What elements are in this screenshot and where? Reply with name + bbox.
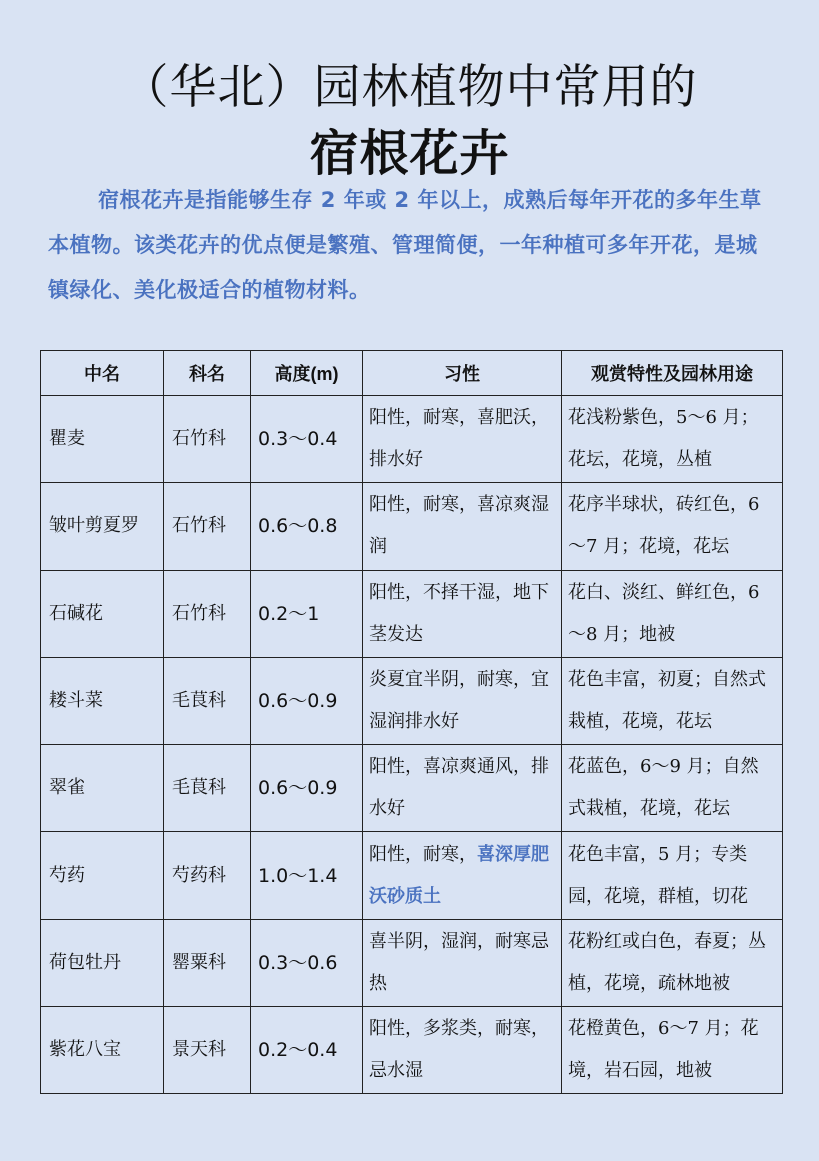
habit-text: 阳性，耐寒， [369,843,477,865]
table-row [41,919,783,1006]
cell-use: 花浅粉紫色，5～6 月；花坛，花境，丛植 [562,396,783,483]
cell-family: 石竹科 [164,483,251,570]
habit-text: 阳性，不择干湿，地下茎发达 [369,581,549,645]
cell-habit [363,570,562,657]
habit-text: 喜半阴，湿润，耐寒忌热 [369,930,549,994]
habit-text: 炎夏宜半阴，耐寒，宜湿润排水好 [369,669,549,733]
table-row [41,483,783,570]
cell-family: 毛茛科 [164,745,251,832]
cell-name: 皱叶剪夏罗 [41,483,164,570]
cell-habit [363,745,562,832]
table-row [41,657,783,744]
header-use: 观赏特性及园林用途 [562,351,783,396]
habit-text: 阳性，耐寒，喜肥沃，排水好 [369,407,549,471]
cell-family: 石竹科 [164,570,251,657]
page-title-line1: （华北）园林植物中常用的 [121,60,698,115]
cell-family: 毛茛科 [164,657,251,744]
cell-height: 1.0～1.4 [251,832,363,919]
table-row [41,570,783,657]
cell-use: 花序半球状，砖红色，6～7 月；花境，花坛 [562,483,783,570]
cell-habit [363,919,562,1006]
cell-name: 耧斗菜 [41,657,164,744]
page-title-line2: 宿根花卉 [309,125,510,182]
table-header-row [41,351,783,396]
table-body [41,396,783,1094]
cell-use: 花蓝色，6～9 月；自然式栽植，花境，花坛 [562,745,783,832]
cell-name: 紫花八宝 [41,1007,164,1094]
cell-height: 0.3～0.4 [251,396,363,483]
cell-name: 瞿麦 [41,396,164,483]
table-row [41,832,783,919]
header-family: 科名 [164,351,251,396]
cell-use: 花粉红或白色，春夏；丛植，花境，疏林地被 [562,919,783,1006]
intro-paragraph: 宿根花卉是指能够生存 2 年或 2 年以上，成熟后每年开花的多年生草本植物。该类花卉的优点便是繁殖、管理简便，一年种植可多年开花，是城镇绿化、美化极适合的植物材料。 [48,188,762,302]
habit-text: 阳性，耐寒，喜凉爽湿润 [369,494,549,558]
cell-use: 花白、淡红、鲜红色，6～8 月；地被 [562,570,783,657]
cell-family: 罂粟科 [164,919,251,1006]
cell-height: 0.6～0.9 [251,745,363,832]
table-row [41,396,783,483]
cell-height: 0.6～0.9 [251,657,363,744]
cell-height: 0.2～1 [251,570,363,657]
table-row [41,1007,783,1094]
cell-habit [363,657,562,744]
cell-family: 石竹科 [164,396,251,483]
cell-use: 花色丰富，5 月；专类园，花境，群植，切花 [562,832,783,919]
cell-use: 花色丰富，初夏；自然式栽植，花境，花坛 [562,657,783,744]
habit-highlight-text: 喜深厚肥沃砂质土 [369,843,549,907]
cell-family: 景天科 [164,1007,251,1094]
header-height: 高度(m) [251,351,363,396]
cell-name: 翠雀 [41,745,164,832]
habit-text: 阳性，多浆类，耐寒，忌水湿 [369,1018,549,1082]
table-row [41,745,783,832]
cell-name: 芍药 [41,832,164,919]
perennials-table [40,350,783,1094]
cell-family: 芍药科 [164,832,251,919]
header-habit: 习性 [363,351,562,396]
cell-habit [363,832,562,919]
cell-height: 0.3～0.6 [251,919,363,1006]
cell-height: 0.6～0.8 [251,483,363,570]
cell-habit [363,396,562,483]
cell-habit [363,1007,562,1094]
cell-name: 荷包牡丹 [41,919,164,1006]
habit-text: 阳性，喜凉爽通风，排水好 [369,756,549,820]
header-name: 中名 [41,351,164,396]
cell-use: 花橙黄色，6～7 月；花境，岩石园，地被 [562,1007,783,1094]
cell-habit [363,483,562,570]
cell-height: 0.2～0.4 [251,1007,363,1094]
cell-name: 石碱花 [41,570,164,657]
